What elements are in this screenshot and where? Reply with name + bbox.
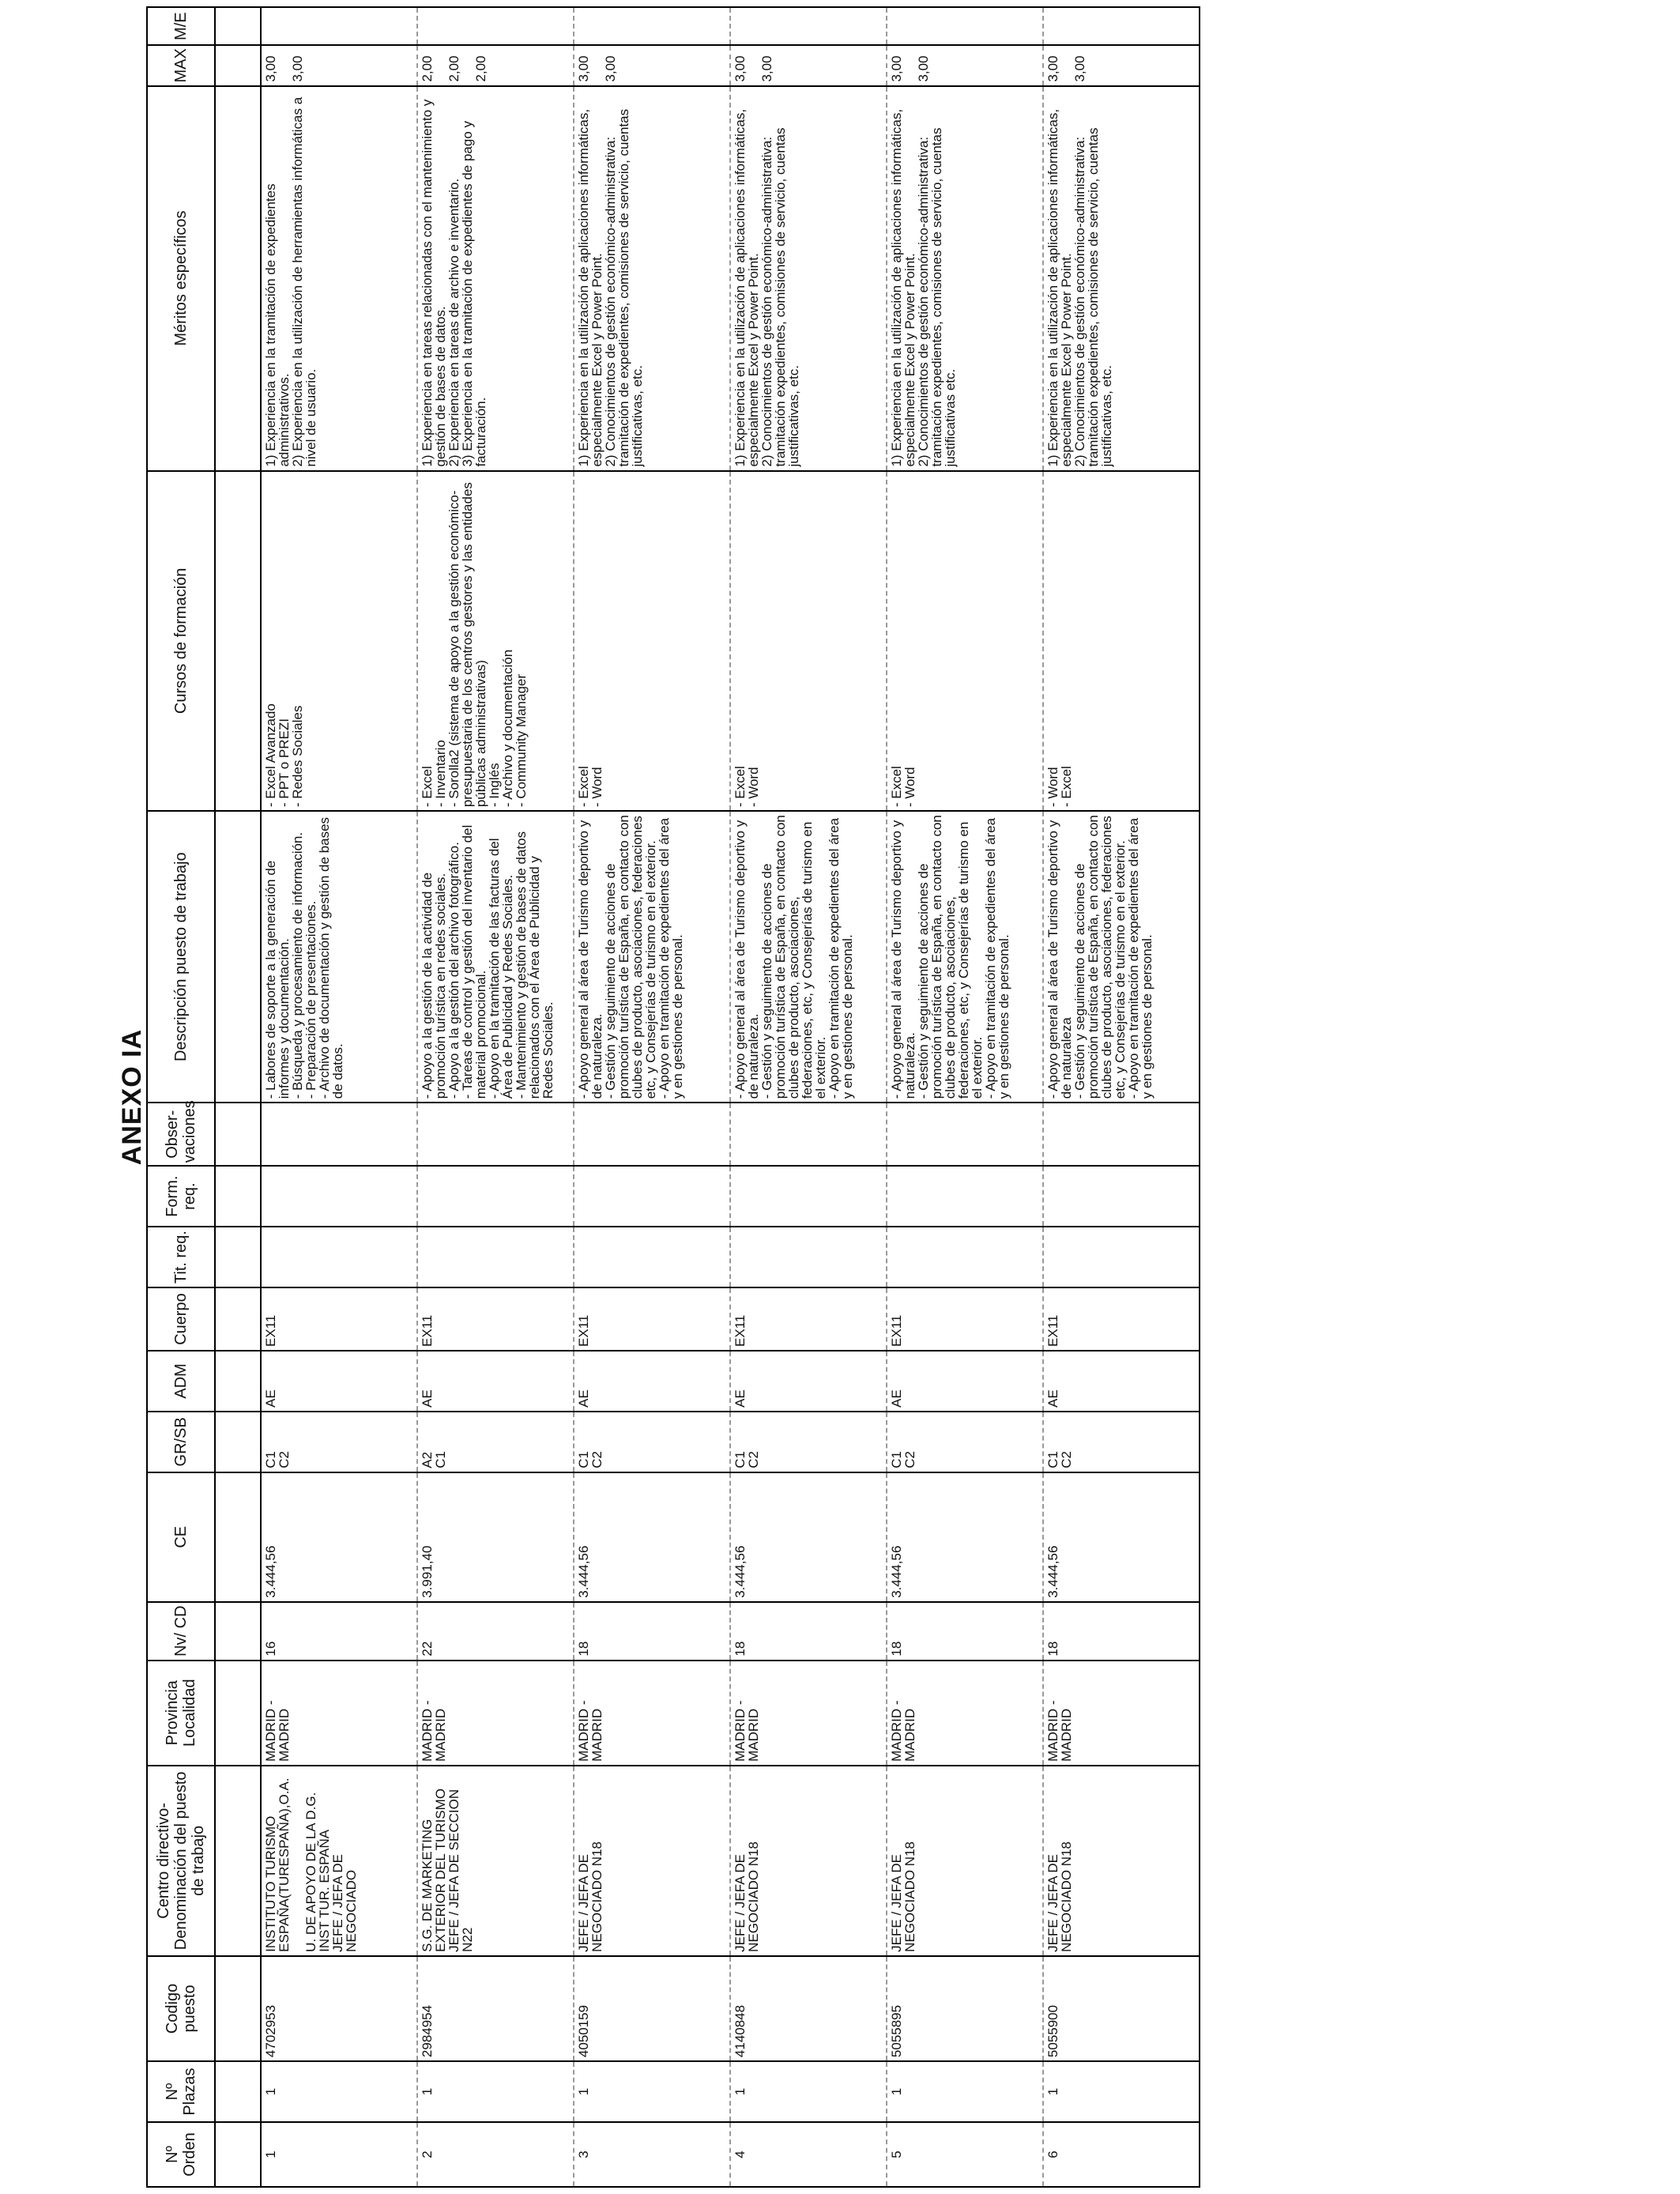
col-header-adm: ADM (147, 1351, 215, 1412)
plazas-cell: 1 (887, 2061, 1043, 2122)
titulacion-cell (261, 1227, 417, 1287)
col-header-descripcion: Descripción puesto de trabajo (147, 811, 215, 1103)
grupo-cell: C1 C2 (887, 1412, 1043, 1472)
max-cell: 3,00 3,00 (887, 45, 1043, 85)
centro-cell: JEFE / JEFA DE NEGOCIADO N18 (730, 1766, 887, 1956)
max-cell: 3,00 3,00 (730, 45, 887, 85)
plazas-cell: 1 (261, 2061, 417, 2122)
col-header-me: M/E (147, 7, 215, 45)
col-header-titulacion: Tit. req. (147, 1227, 215, 1287)
observaciones-cell (574, 1103, 730, 1166)
provincia-cell: MADRID - MADRID (574, 1661, 730, 1766)
codigo-cell: 5055900 (1043, 1956, 1200, 2061)
adm-cell: AE (574, 1351, 730, 1412)
cuerpo-cell: EX11 (417, 1287, 574, 1351)
grupo-cell: C1 C2 (574, 1412, 730, 1472)
titulacion-cell (730, 1227, 887, 1287)
me-cell (1043, 7, 1200, 45)
col-header-ce: CE (147, 1472, 215, 1602)
cuerpo-cell: EX11 (574, 1287, 730, 1351)
col-header-observaciones: Obser-vaciones (147, 1103, 215, 1166)
header-row (147, 7, 215, 2187)
col-header-cuerpo: Cuerpo (147, 1287, 215, 1351)
formacion-cell (1043, 1166, 1200, 1227)
meritos-cell: 1) Experiencia en la utilización de aplicaciones informáticas, especialmente Excel y Power Point. 2) Conocimientos de gestión económico-administrativa: tramitación expedientes, comisiones de servicio, cuentas justificativas, etc. (730, 86, 887, 471)
adm-cell: AE (887, 1351, 1043, 1412)
ce-cell: 3.444,56 (887, 1472, 1043, 1602)
descripcion-cell: - Apoyo general al área de Turismo deportivo y naturaleza. - Gestión y seguimiento de acciones de promoción turística de España, en contacto con clubes de producto, asociaciones, federaciones, etc, y Consejerías de turismo en el exterior. - Apoyo en tramitación de expedientes del área y en gestiones de personal. (887, 811, 1043, 1103)
descripcion-cell: - Apoyo a la gestión de la actividad de promoción turística en redes sociales. - Apoyo a la gestión del archivo fotográfico. - Tareas de control y gestión del inventario del material promocional. - Apoyo en la tramitación de las facturas del Área de Publicidad y Redes Sociales. - Mantenimiento y gestión de bases de datos relacionados con el Área de Publicidad y Redes Sociales. (417, 811, 574, 1103)
provincia-cell: MADRID - MADRID (417, 1661, 574, 1766)
me-cell (574, 7, 730, 45)
plazas-cell: 1 (574, 2061, 730, 2122)
col-header-provincia: Provincia Localidad (147, 1661, 215, 1766)
plazas-cell: 1 (730, 2061, 887, 2122)
provincia-cell: MADRID - MADRID (730, 1661, 887, 1766)
ce-cell: 3.444,56 (730, 1472, 887, 1602)
titulacion-cell (574, 1227, 730, 1287)
codigo-cell: 4702953 (261, 1956, 417, 2061)
col-header-nivel: Nv/ CD (147, 1602, 215, 1661)
table-row (417, 7, 574, 2187)
orden-cell: 1 (261, 2122, 417, 2187)
col-header-formacion: Form. req. (147, 1166, 215, 1227)
meritos-cell: 1) Experiencia en tareas relacionadas con el mantenimiento y gestión de bases de datos. 2) Experiencia en tareas de archivo e inventario. 3) Experiencia en la tramitación de expedientes de pago y facturación. (417, 86, 574, 471)
nivel-cell: 18 (730, 1602, 887, 1661)
provincia-cell: MADRID - MADRID (887, 1661, 1043, 1766)
meritos-cell: 1) Experiencia en la utilización de aplicaciones informáticas, especialmente Excel y Power Point. 2) Conocimientos de gestión económico-administrativa: tramitación expedientes, comisiones de servicio, cuentas justificativas, etc. (1043, 86, 1200, 471)
cursos-cell: - Word - Excel (1043, 471, 1200, 812)
nivel-cell: 16 (261, 1602, 417, 1661)
orden-cell: 5 (887, 2122, 1043, 2187)
codigo-cell: 5055895 (887, 1956, 1043, 2061)
formacion-cell (417, 1166, 574, 1227)
centro-cell: JEFE / JEFA DE NEGOCIADO N18 (887, 1766, 1043, 1956)
formacion-cell (574, 1166, 730, 1227)
cursos-cell: - Excel - Word (887, 471, 1043, 812)
col-header-cursos: Cursos de formación (147, 471, 215, 812)
ce-cell: 3.444,56 (1043, 1472, 1200, 1602)
me-cell (730, 7, 887, 45)
ce-cell: 3.444,56 (261, 1472, 417, 1602)
titulacion-cell (887, 1227, 1043, 1287)
formacion-cell (730, 1166, 887, 1227)
me-cell (887, 7, 1043, 45)
col-header-centro: Centro directivo-Denominación del puesto de trabajo (147, 1766, 215, 1956)
table-row (887, 7, 1043, 2187)
col-header-meritos: Méritos específicos (147, 86, 215, 471)
orden-cell: 4 (730, 2122, 887, 2187)
observaciones-cell (730, 1103, 887, 1166)
descripcion-cell: - Labores de soporte a la generación de informes y documentación. - Búsqueda y procesamiento de información. - Preparación de presentaciones. - Archivo de documentación y gestión de bases de datos. (261, 811, 417, 1103)
orden-cell: 3 (574, 2122, 730, 2187)
ce-cell: 3.991,40 (417, 1472, 574, 1602)
centro-cell: S.G. DE MARKETING EXTERIOR DEL TURISMO JEFE / JEFA DE SECCION N22 (417, 1766, 574, 1956)
cursos-cell: - Excel Avanzado - PPT o PREZI - Redes Sociales (261, 471, 417, 812)
titulacion-cell (1043, 1227, 1200, 1287)
max-cell: 3,00 3,00 (261, 45, 417, 85)
adm-cell: AE (730, 1351, 887, 1412)
cuerpo-cell: EX11 (1043, 1287, 1200, 1351)
nivel-cell: 18 (1043, 1602, 1200, 1661)
meritos-cell: 1) Experiencia en la utilización de aplicaciones informáticas, especialmente Excel y Power Point. 2) Conocimientos de gestión económico-administrativa: tramitación expedientes, comisiones de servicio, cuentas justificativas etc. (887, 86, 1043, 471)
descripcion-cell: - Apoyo general al área de Turismo deportivo y de naturaleza - Gestión y seguimiento de acciones de promoción turística de España, en contacto con clubes de producto, asociaciones, federaciones etc, y Consejerías de turismo en el exterior. - Apoyo en tramitación de expedientes del área y en gestiones de personal. (1043, 811, 1200, 1103)
cuerpo-cell: EX11 (730, 1287, 887, 1351)
adm-cell: AE (261, 1351, 417, 1412)
table-row (574, 7, 730, 2187)
blank-row (215, 7, 261, 2187)
col-header-codigo: Codigo puesto (147, 1956, 215, 2061)
meritos-cell: 1) Experiencia en la utilización de aplicaciones informáticas, especialmente Excel y Power Point. 2) Conocimientos de gestión económico-administrativa: tramitación de expedientes, comisiones de servicio, cuentas justificativas, etc. (574, 86, 730, 471)
nivel-cell: 18 (574, 1602, 730, 1661)
cuerpo-cell: EX11 (887, 1287, 1043, 1351)
job-table (146, 6, 1200, 2188)
grupo-cell: C1 C2 (261, 1412, 417, 1472)
grupo-cell: C1 C2 (730, 1412, 887, 1472)
orden-cell: 6 (1043, 2122, 1200, 2187)
plazas-cell: 1 (417, 2061, 574, 2122)
codigo-cell: 2984954 (417, 1956, 574, 2061)
me-cell (261, 7, 417, 45)
ce-cell: 3.444,56 (574, 1472, 730, 1602)
observaciones-cell (261, 1103, 417, 1166)
col-header-orden: Nº Orden (147, 2122, 215, 2187)
max-cell: 3,00 3,00 (1043, 45, 1200, 85)
observaciones-cell (417, 1103, 574, 1166)
grupo-cell: A2 C1 (417, 1412, 574, 1472)
codigo-cell: 4050159 (574, 1956, 730, 2061)
table-row (730, 7, 887, 2187)
adm-cell: AE (1043, 1351, 1200, 1412)
descripcion-cell: - Apoyo general al área de Turismo deportivo y de naturaleza. - Gestión y seguimiento de acciones de promoción turística de España, en contacto con clubes de producto, asociaciones, federaciones, etc, y Consejerías de turismo en el exterior. - Apoyo en tramitación de expedientes del área y en gestiones de personal. (730, 811, 887, 1103)
max-cell: 2,00 2,00 2,00 (417, 45, 574, 85)
nivel-cell: 22 (417, 1602, 574, 1661)
nivel-cell: 18 (887, 1602, 1043, 1661)
codigo-cell: 4140848 (730, 1956, 887, 2061)
titulacion-cell (417, 1227, 574, 1287)
provincia-cell: MADRID - MADRID (1043, 1661, 1200, 1766)
plazas-cell: 1 (1043, 2061, 1200, 2122)
descripcion-cell: - Apoyo general al área de Turismo deportivo y de naturaleza. - Gestión y seguimiento de acciones de promoción turística de España, en contacto con clubes de producto, asociaciones, federaciones etc, y Consejerías de turismo en el exterior. - Apoyo en tramitación de expedientes del área y en gestiones de personal. (574, 811, 730, 1103)
meritos-cell: 1) Experiencia en la tramitación de expedientes administrativos. 2) Experiencia en la utilización de herramientas informáticas a nivel de usuario. (261, 86, 417, 471)
cursos-cell: - Excel - Inventario - Sorolla2 (sistema de apoyo a la gestión económico-presupuestaria de los centros gestores y las entidades públicas administrativas) - Inglés - Archivo y documentación - Community Manager (417, 471, 574, 812)
observaciones-cell (887, 1103, 1043, 1166)
formacion-cell (887, 1166, 1043, 1227)
max-cell: 3,00 3,00 (574, 45, 730, 85)
centro-cell: INSTITUTO TURISMO ESPAÑA(TURESPAÑA),O.A. U. DE APOYO DE LA D.G. INST TUR. ESPAÑA JEFE / JEFA DE NEGOCIADO (261, 1766, 417, 1956)
cuerpo-cell: EX11 (261, 1287, 417, 1351)
provincia-cell: MADRID - MADRID (261, 1661, 417, 1766)
col-header-plazas: Nº Plazas (147, 2061, 215, 2122)
table-row (1043, 7, 1200, 2187)
me-cell (417, 7, 574, 45)
col-header-grupo: GR/SB (147, 1412, 215, 1472)
observaciones-cell (1043, 1103, 1200, 1166)
formacion-cell (261, 1166, 417, 1227)
page-title: ANEXO IA (117, 1028, 147, 1166)
cursos-cell: - Excel - Word (730, 471, 887, 812)
cursos-cell: - Excel - Word (574, 471, 730, 812)
adm-cell: AE (417, 1351, 574, 1412)
centro-cell: JEFE / JEFA DE NEGOCIADO N18 (574, 1766, 730, 1956)
orden-cell: 2 (417, 2122, 574, 2187)
grupo-cell: C1 C2 (1043, 1412, 1200, 1472)
centro-cell: JEFE / JEFA DE NEGOCIADO N18 (1043, 1766, 1200, 1956)
table-row (261, 7, 417, 2187)
col-header-max: MAX (147, 45, 215, 85)
